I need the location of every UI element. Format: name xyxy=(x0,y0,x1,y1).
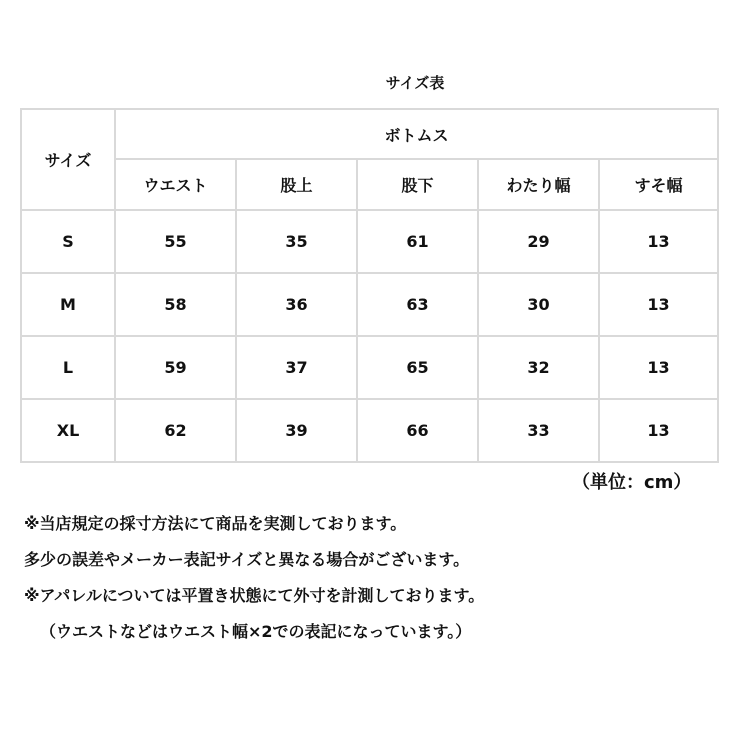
note-line: ※アパレルについては平置き状態にて外寸を計測しております。 xyxy=(24,586,485,605)
table-title: サイズ表 xyxy=(385,74,445,92)
note-line: 多少の誤差やメーカー表記サイズと異なる場合がございます。 xyxy=(24,550,470,569)
value-cell: 13 xyxy=(599,399,718,462)
size-header: サイズ xyxy=(21,109,115,210)
size-cell: M xyxy=(21,273,115,336)
unit-note: （単位：cm） xyxy=(572,472,692,493)
table-row xyxy=(21,399,718,462)
value-cell: 32 xyxy=(478,336,599,399)
value-cell: 61 xyxy=(357,210,478,273)
column-header: ウエスト xyxy=(115,159,236,210)
value-cell: 33 xyxy=(478,399,599,462)
size-table xyxy=(20,108,719,463)
column-header: わたり幅 xyxy=(478,159,599,210)
value-cell: 37 xyxy=(236,336,357,399)
value-cell: 36 xyxy=(236,273,357,336)
value-cell: 62 xyxy=(115,399,236,462)
group-header: ボトムス xyxy=(115,109,718,159)
value-cell: 29 xyxy=(478,210,599,273)
column-header: 股下 xyxy=(357,159,478,210)
value-cell: 63 xyxy=(357,273,478,336)
column-header-row xyxy=(21,159,718,210)
size-cell: S xyxy=(21,210,115,273)
column-header: すそ幅 xyxy=(599,159,718,210)
value-cell: 58 xyxy=(115,273,236,336)
size-cell: XL xyxy=(21,399,115,462)
table-header-row xyxy=(21,109,718,159)
table-row xyxy=(21,273,718,336)
size-cell: L xyxy=(21,336,115,399)
table-row xyxy=(21,210,718,273)
value-cell: 65 xyxy=(357,336,478,399)
value-cell: 35 xyxy=(236,210,357,273)
value-cell: 13 xyxy=(599,210,718,273)
value-cell: 13 xyxy=(599,336,718,399)
value-cell: 13 xyxy=(599,273,718,336)
value-cell: 66 xyxy=(357,399,478,462)
note-line: ※当店規定の採寸方法にて商品を実測しております。 xyxy=(24,514,407,533)
value-cell: 59 xyxy=(115,336,236,399)
column-header: 股上 xyxy=(236,159,357,210)
notes xyxy=(24,512,724,656)
value-cell: 55 xyxy=(115,210,236,273)
value-cell: 39 xyxy=(236,399,357,462)
value-cell: 30 xyxy=(478,273,599,336)
table-row xyxy=(21,336,718,399)
note-line: （ウエストなどはウエスト幅×2での表記になっています。） xyxy=(40,622,472,641)
